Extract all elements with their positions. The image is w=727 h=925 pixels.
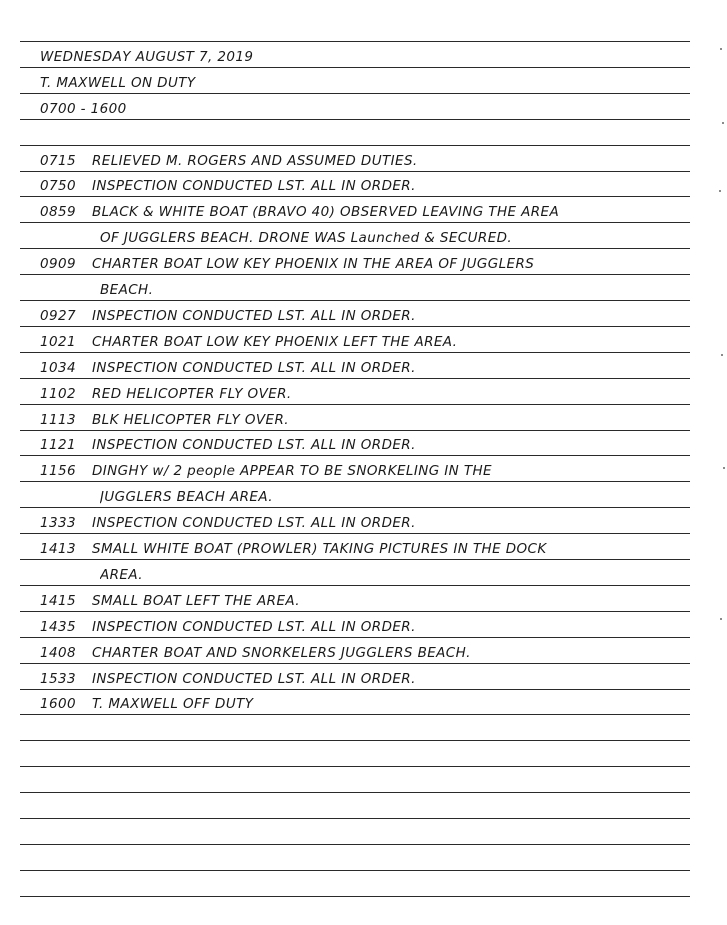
ruled-line [20,818,690,819]
ruled-line [20,766,690,767]
scan-speck [722,122,724,124]
entry-text: BEACH. [100,282,154,298]
scan-speck [720,48,722,50]
entry-time: 1600 [40,696,76,713]
entry-time: 0927 [40,307,76,324]
log-entry [40,305,697,327]
log-entry-continuation [100,564,697,586]
log-entry [40,150,697,172]
entry-text: INSPECTION CONDUCTED LST. ALL IN ORDER. [92,515,416,532]
log-entry [40,409,697,431]
entry-text: SMALL BOAT LEFT THE AREA. [92,592,300,609]
entry-time: 1102 [40,385,76,402]
header-line: WEDNESDAY AUGUST 7, 2019 [40,48,254,65]
entry-time: 1435 [40,618,76,635]
header-line: T. MAXWELL ON DUTY [40,74,196,91]
entry-time: 1533 [40,670,76,687]
entry-text: CHARTER BOAT LOW KEY PHOENIX IN THE AREA OF JUGGLERS [92,256,535,273]
log-entry [40,590,697,612]
entry-time: 1156 [40,463,76,480]
log-entry [40,331,697,353]
ruled-line [20,896,690,897]
entry-time: 1121 [40,437,76,454]
entry-time: 0859 [40,204,76,221]
log-entry-continuation [100,279,697,301]
entry-time: 1021 [40,333,76,350]
entry-text: AREA. [100,566,143,583]
scan-speck [719,190,721,192]
log-entry [40,616,697,638]
entry-time: 1113 [40,411,76,428]
log-entry [40,512,697,534]
header-line: 0700 - 1600 [40,100,127,117]
log-entry [40,642,697,664]
log-entry [40,693,697,715]
entry-text: INSPECTION CONDUCTED LST. ALL IN ORDER. [92,618,416,635]
log-entry [40,253,697,275]
entry-text: RELIEVED M. ROGERS AND ASSUMED DUTIES. [92,152,418,169]
entry-text: INSPECTION CONDUCTED LST. ALL IN ORDER. [92,670,416,687]
ruled-line [20,145,690,146]
ruled-line [20,870,690,871]
entry-text: INSPECTION CONDUCTED LST. ALL IN ORDER. [92,178,416,195]
ruled-line [20,41,690,42]
entry-text: INSPECTION CONDUCTED LST. ALL IN ORDER. [92,307,416,324]
log-entry [40,434,697,456]
entry-time: 0715 [40,152,76,169]
log-entry [40,538,697,560]
entry-text: CHARTER BOAT AND SNORKELERS JUGGLERS BEACH. [92,644,471,661]
entry-time: 1408 [40,644,76,661]
entry-text: OF JUGGLERS BEACH. DRONE WAS Launched & SECURED. [100,230,513,247]
entry-text: INSPECTION CONDUCTED LST. ALL IN ORDER. [92,359,416,376]
log-entry [40,357,697,379]
log-entry [40,201,697,223]
log-entry [40,383,697,405]
log-entry [40,175,697,197]
entry-text: DINGHY w/ 2 people APPEAR TO BE SNORKELING IN THE [92,463,492,480]
log-entry [40,668,697,690]
log-entry-continuation [100,227,697,249]
entry-text: RED HELICOPTER FLY OVER. [92,385,292,402]
entry-time: 1415 [40,592,76,609]
entry-text: BLK HELICOPTER FLY OVER. [92,411,289,428]
entry-time: 0750 [40,178,76,195]
ruled-line [20,844,690,845]
scan-speck [723,467,725,469]
ruled-line [20,792,690,793]
scan-speck [721,354,723,356]
entry-text: INSPECTION CONDUCTED LST. ALL IN ORDER. [92,437,416,454]
entry-text: JUGGLERS BEACH AREA. [100,489,273,506]
entry-text: CHARTER BOAT LOW KEY PHOENIX LEFT THE AREA. [92,333,458,350]
ruled-line [20,740,690,741]
entry-text: T. MAXWELL OFF DUTY [92,696,254,713]
entry-text: BLACK & WHITE BOAT (BRAVO 40) OBSERVED LEAVING THE AREA [92,204,560,221]
entry-time: 1034 [40,359,76,376]
log-entry [40,460,697,482]
entry-time: 1413 [40,541,76,557]
scan-speck [720,618,722,620]
entry-time: 1333 [40,515,76,532]
entry-text: SMALL WHITE BOAT (PROWLER) TAKING PICTURES IN THE DOCK [92,541,547,557]
entry-time: 0909 [40,256,76,273]
log-entry-continuation [100,486,697,508]
